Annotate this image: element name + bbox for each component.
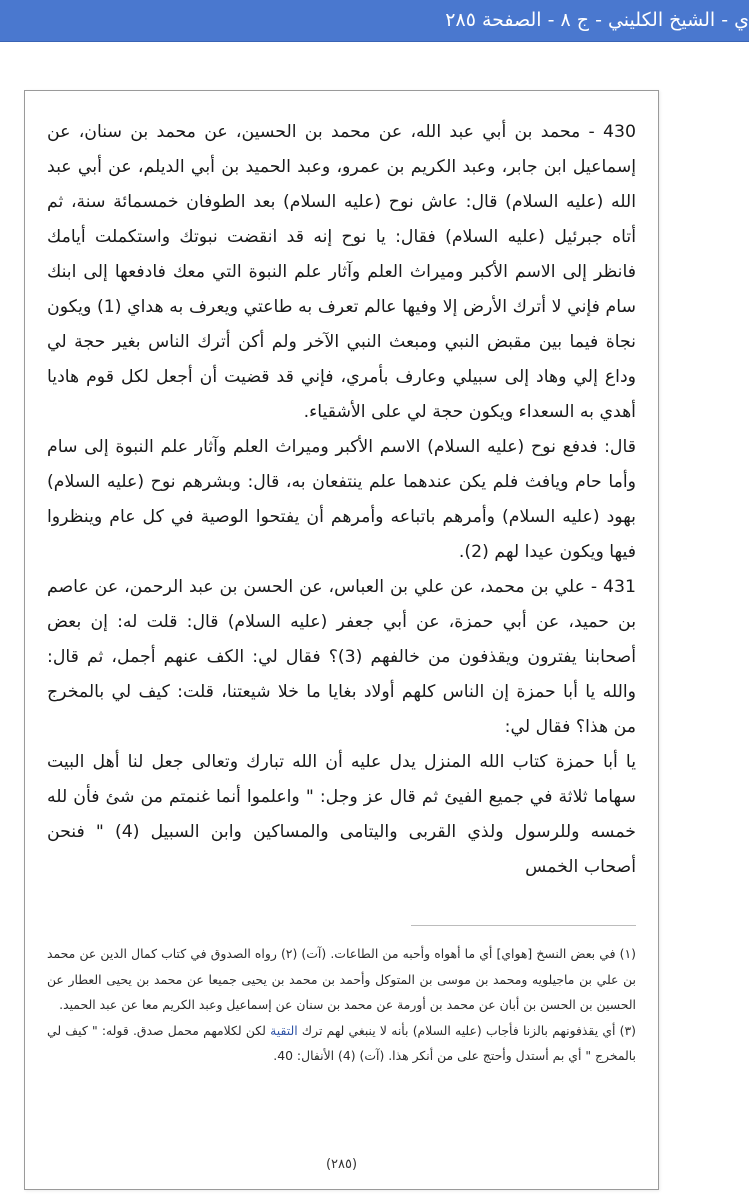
footnote-3-text-b: لكن لكلامهم محمل صدق. قوله: " كيف لي بالمخرج " أي بم أستدل وأحتج على من أنكر هذا. (آت) (4) الأنفال: 40. [47,1022,636,1063]
main-text [47,115,636,885]
footnote-1-2: (١) في بعض النسخ [هواي] أي ما أهواه وأحبه من الطاعات. (آت) (٢) رواه الصدوق في كتاب كمال الدين عن محمد بن علي بن ماجيلويه ومحمد بن موسى بن المتوكل وأحمد بن محمد بن يحيى جميعا عن محمد بن يحيى العطار عن الحسين بن الحسن بن أبان عن محمد بن أورمة عن محمد بن سنان عن إسماعيل وعبد الكريم معا عن عبد الحميد. [47,946,636,1012]
taqiyya-link[interactable]: التقية [270,1022,298,1038]
footnote-3-text-a: (٣) أي يقذفونهم بالزنا فأجاب (عليه السلام) بأنه لا ينبغي لهم ترك [297,1022,636,1038]
footnotes [47,941,636,1069]
footnote-3-4 [47,1018,636,1069]
header-title: ي - الشيخ الكليني - ج ٨ - الصفحة ٢٨٥ [445,9,749,31]
book-page [24,90,659,1190]
header-bar [0,0,749,42]
paragraph-hadith-431-cont: يا أبا حمزة كتاب الله المنزل يدل عليه أن الله تبارك وتعالى جعل لنا أهل البيت سهاما ثلاثة في جميع الفيئ ثم قال عز وجل: " واعلموا أنما غنمتم من شئ فأن لله خمسه وللرسول ولذي القربى واليتامى والمساكين وابن السبيل (4) " فنحن أصحاب الخمس [47,752,636,877]
paragraph-hadith-430-cont: قال: فدفع نوح (عليه السلام) الاسم الأكبر وميراث العلم وآثار علم النبوة إلى سام وأما حام ويافث فلم يكن عندهما علم ينتفعان به، قال: وبشرهم نوح (عليه السلام) بهود (عليه السلام) وأمرهم باتباعه وأمرهم أن يفتحوا الوصية في كل عام وينظروا فيها ويكون عيدا لهم (2). [47,437,636,562]
footnote-divider [411,925,636,926]
paragraph-hadith-430: 430 - محمد بن أبي عبد الله، عن محمد بن الحسين، عن محمد بن سنان، عن إسماعيل ابن جابر، وعبد الكريم بن عمرو، وعبد الحميد بن أبي الديلم، عن أبي عبد الله (عليه السلام) قال: عاش نوح (عليه السلام) بعد الطوفان خمسمائة سنة، ثم أتاه جبرئيل (عليه السلام) فقال: يا نوح إنه قد انقضت نبوتك واستكملت أيامك فانظر إلى الاسم الأكبر وميراث العلم وآثار علم النبوة التي معك فادفعها إلى ابنك سام فإني لا أترك الأرض إلا وفيها عالم تعرف به طاعتي ويعرف به هداي (1) ويكون نجاة فيما بين مقبض النبي ومبعث النبي الآخر ولم أكن أترك الناس بغير حجة لي وداع إلي وهاد إلى سبيلي وعارف بأمري، فإني قد قضيت أن أجعل لكل قوم هاديا أهدي به السعداء ويكون حجة لي على الأشقياء. [47,122,637,422]
page-number: (٢٨٥) [325,1157,358,1172]
paragraph-hadith-431: 431 - علي بن محمد، عن علي بن العباس، عن الحسن بن عبد الرحمن، عن عاصم بن حميد، عن أبي حمزة، عن أبي جعفر (عليه السلام) قال: قلت له: إن بعض أصحابنا يفترون ويقذفون من خالفهم (3)؟ فقال لي: الكف عنهم أجمل، ثم قال: والله يا أبا حمزة إن الناس كلهم أولاد بغايا ما خلا شيعتنا، قلت: كيف لي بالمخرج من هذا؟ فقال لي: [47,577,636,737]
